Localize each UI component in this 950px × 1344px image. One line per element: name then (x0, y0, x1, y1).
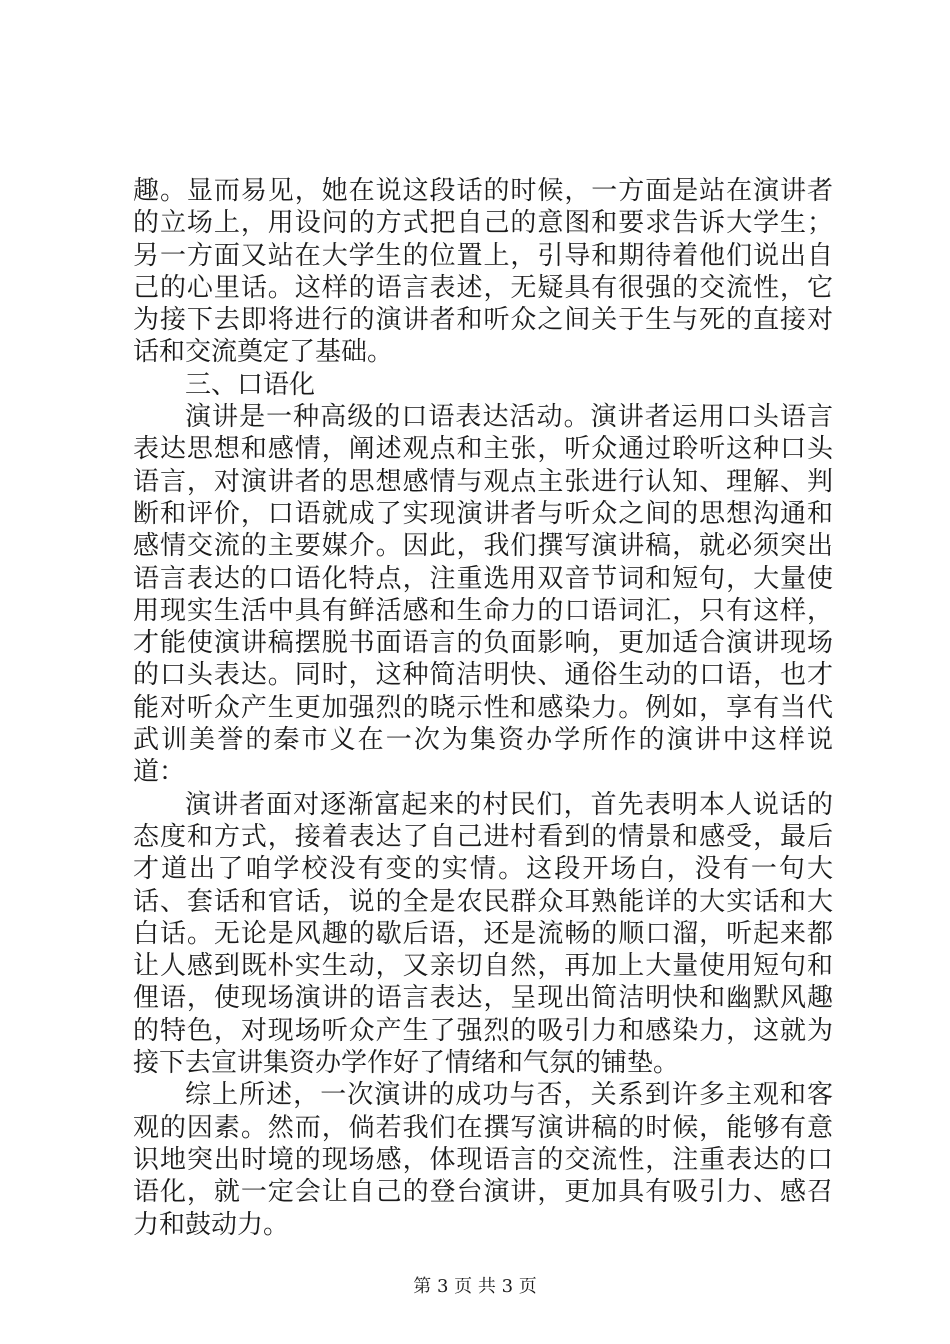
paragraph-continuation: 趣。显而易见，她在说这段话的时候，一方面是站在演讲者的立场上，用设问的方式把自己的意图和要求告诉大学生；另一方面又站在大学生的位置上，引导和期待着他们说出自己的心里话。这样的语言表述，无疑具有很强的交流性，它为接下去即将进行的演讲者和听众之间关于生与死的直接对话和交流奠定了基础。 (133, 176, 833, 368)
section-heading: 三、口语化 (185, 369, 316, 400)
paragraph-oral-intro: 演讲是一种高级的口语表达活动。演讲者运用口头语言表达思想和感情，阐述观点和主张，听众通过聆听这种口头语言，对演讲者的思想感情与观点主张进行认知、理解、判断和评价，口语就成了实现演讲者与听众之间的思想沟通和感情交流的主要媒介。因此，我们撰写演讲稿，就必须突出语言表达的口语化特点，注重选用双音节词和短句，大量使用现实生活中具有鲜活感和生命力的口语词汇，只有这样，才能使演讲稿摆脱书面语言的负面影响，更加适合演讲现场的口头表达。同时，这种简洁明快、通俗生动的口语，也才能对听众产生更加强烈的晓示性和感染力。例如，享有当代武训美誉的秦市义在一次为集资办学所作的演讲中这样说道： (133, 402, 833, 788)
document-body (133, 175, 833, 1241)
paragraph-conclusion: 综上所述，一次演讲的成功与否，关系到许多主观和客观的因素。然而，倘若我们在撰写演讲稿的时候，能够有意识地突出时境的现场感，体现语言的交流性，注重表达的口语化，就一定会让自己的登台演讲，更加具有吸引力、感召力和鼓动力。 (133, 1080, 833, 1240)
paragraph-example-analysis: 演讲者面对逐渐富起来的村民们，首先表明本人说话的态度和方式，接着表达了自己进村看到的情景和感受，最后才道出了咱学校没有变的实情。这段开场白，没有一句大话、套话和官话，说的全是农民群众耳熟能详的大实话和大白话。无论是风趣的歇后语，还是流畅的顺口溜，听起来都让人感到既朴实生动，又亲切自然，再加上大量使用短句和俚语，使现场演讲的语言表达，呈现出简洁明快和幽默风趣的特色，对现场听众产生了强烈的吸引力和感染力，这就为接下去宣讲集资办学作好了情绪和气氛的铺垫。 (133, 789, 833, 1079)
page-footer: 第 3 页 共 3 页 (413, 1276, 537, 1297)
